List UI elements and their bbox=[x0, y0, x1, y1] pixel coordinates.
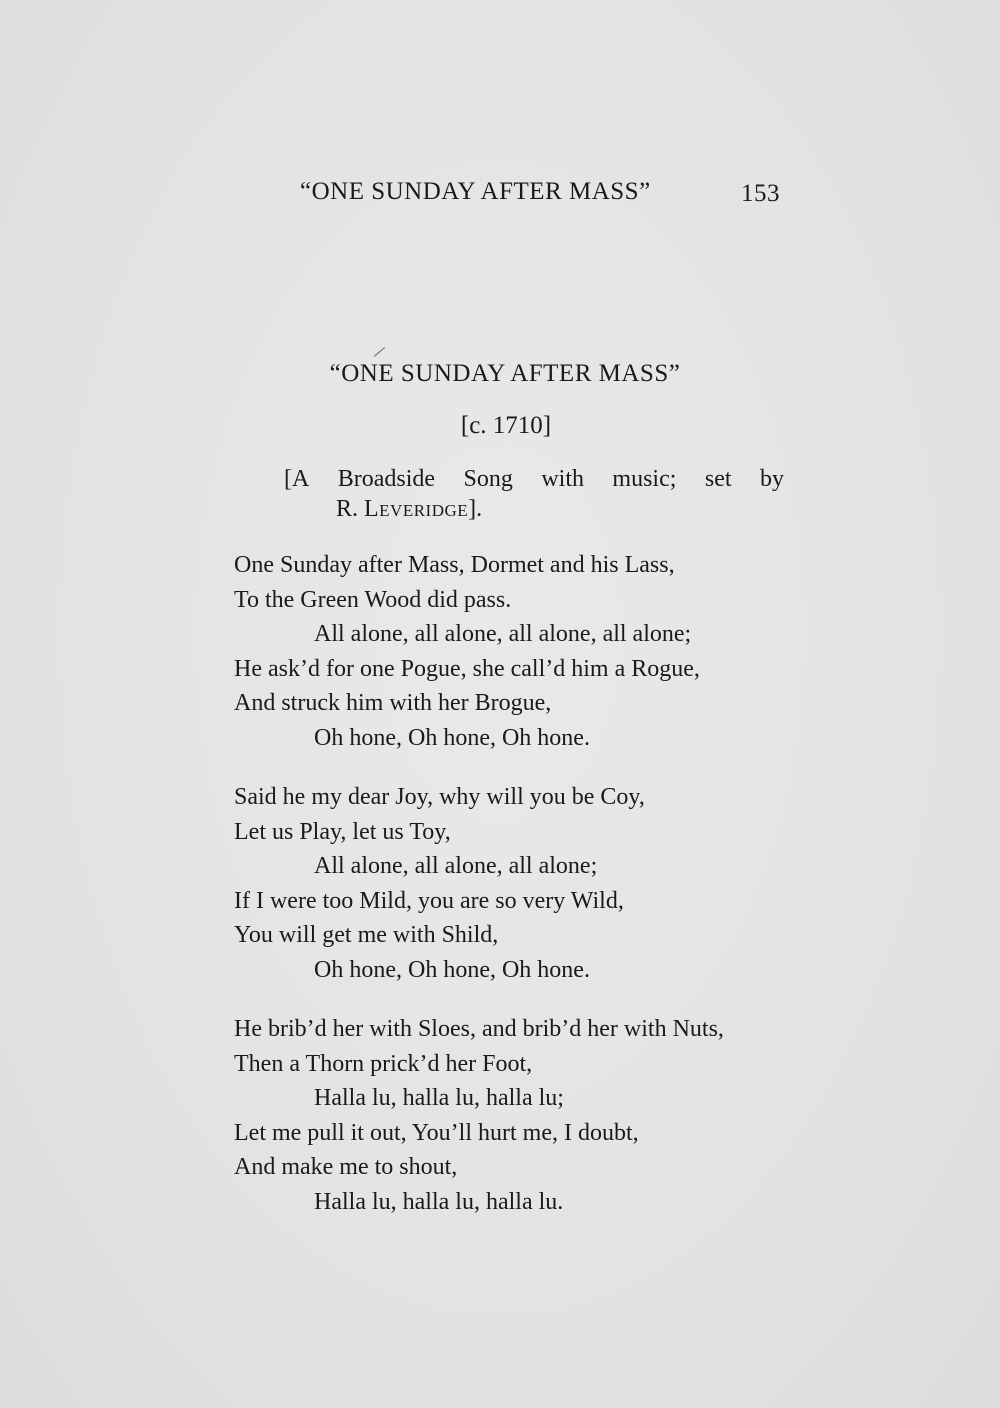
verse-line: If I were too Mild, you are so very Wild, bbox=[234, 887, 624, 914]
note-word: Song bbox=[463, 466, 513, 492]
running-head bbox=[300, 178, 782, 218]
verse-line: Let me pull it out, You’ll hurt me, I doubt, bbox=[234, 1119, 639, 1146]
refrain-line: Oh hone, Oh hone, Oh hone. bbox=[314, 956, 590, 983]
song-date: [c. 1710] bbox=[460, 412, 552, 439]
note-word: by bbox=[759, 466, 784, 492]
verse-line: Said he my dear Joy, why will you be Coy, bbox=[234, 784, 645, 810]
note-word: music; bbox=[612, 466, 677, 492]
verse-line: And struck him with her Brogue, bbox=[234, 690, 552, 717]
running-title: “ONE SUNDAY AFTER MASS” bbox=[300, 178, 651, 205]
note-closing: ]. bbox=[468, 496, 483, 522]
refrain-line: Halla lu, halla lu, halla lu; bbox=[314, 1085, 564, 1112]
verse-line: You will get me with Shild, bbox=[234, 922, 499, 949]
note-line-2 bbox=[284, 494, 784, 524]
verse-line: He ask’d for one Pogue, she call’d him a Rogue, bbox=[234, 655, 700, 682]
refrain-line: Oh hone, Oh hone, Oh hone. bbox=[314, 724, 590, 751]
page-number: 153 bbox=[741, 180, 780, 207]
verse-line: And make me to shout, bbox=[234, 1154, 458, 1181]
stanza-1 bbox=[234, 548, 794, 756]
refrain-line: All alone, all alone, all alone; bbox=[314, 853, 598, 880]
note-line-1 bbox=[284, 464, 784, 494]
note-initial: R. bbox=[336, 496, 359, 522]
note-word: [A bbox=[284, 466, 310, 492]
note-word: set bbox=[704, 466, 732, 492]
stanza-2 bbox=[234, 780, 794, 988]
refrain-line: Halla lu, halla lu, halla lu. bbox=[314, 1188, 564, 1215]
note-word: Broadside bbox=[337, 466, 436, 492]
refrain-line: All alone, all alone, all alone, all alone; bbox=[314, 621, 692, 648]
composer-name: Leveridge bbox=[364, 496, 469, 522]
editorial-note bbox=[284, 464, 784, 524]
verse-line: Let us Play, let us Toy, bbox=[234, 818, 451, 845]
verse-line: He brib’d her with Sloes, and brib’d her with Nuts, bbox=[234, 1016, 724, 1042]
song-title: “ONE SUNDAY AFTER MASS” bbox=[329, 360, 681, 387]
stanza-3 bbox=[234, 1012, 794, 1220]
pencil-mark bbox=[374, 347, 385, 357]
verse-line: Then a Thorn prick’d her Foot, bbox=[234, 1050, 533, 1077]
verse-line: To the Green Wood did pass. bbox=[234, 586, 512, 613]
verse-line: One Sunday after Mass, Dormet and his Lass, bbox=[234, 552, 675, 578]
note-word: with bbox=[541, 466, 584, 492]
